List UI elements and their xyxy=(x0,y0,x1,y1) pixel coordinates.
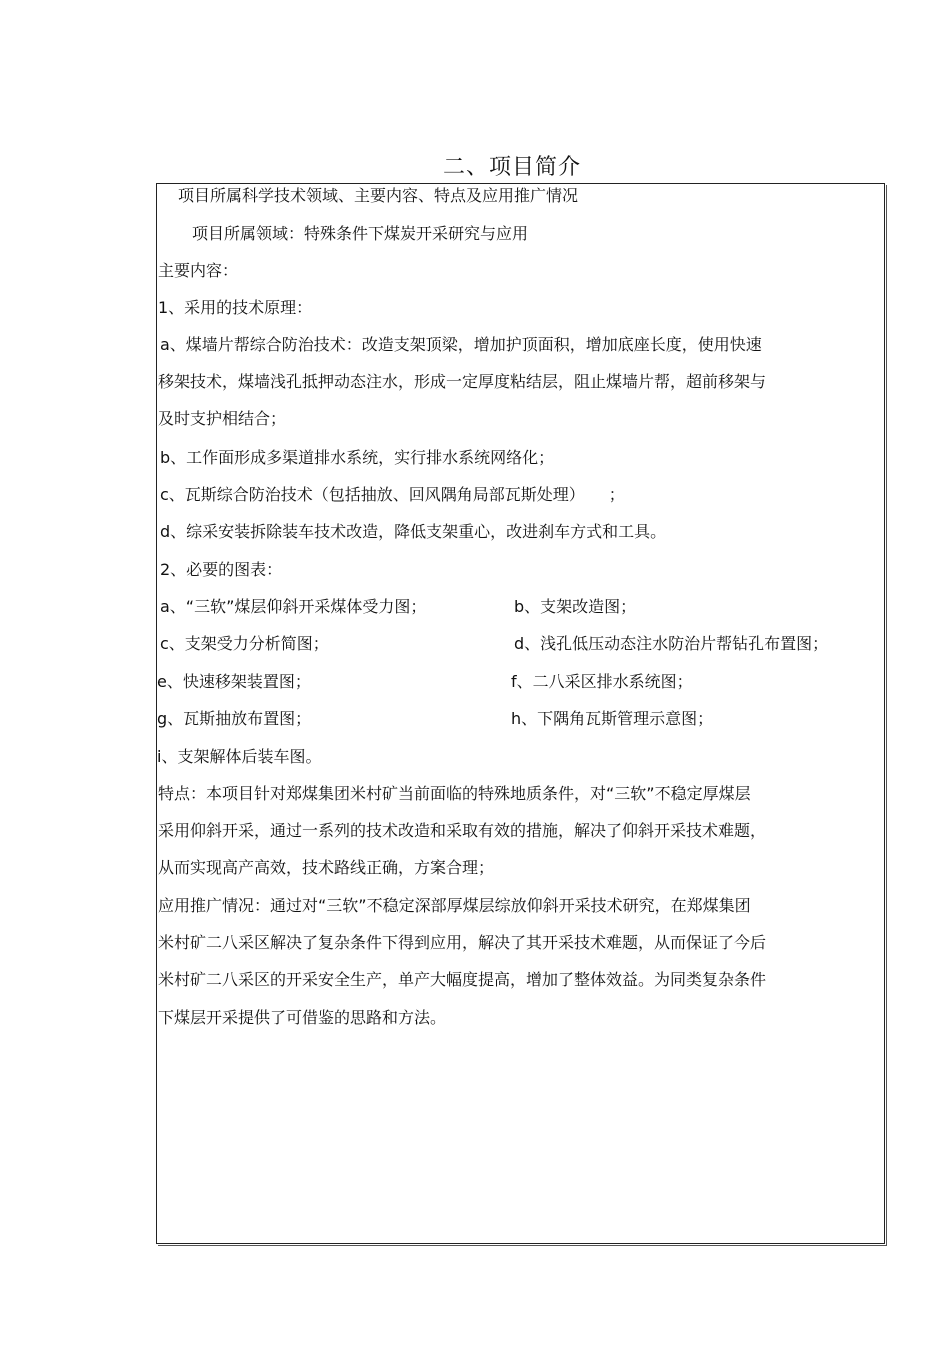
main-content-label: 主要内容： xyxy=(158,261,239,280)
features-line-3: 从而实现高产高效，技术路线正确，方案合理； xyxy=(158,858,495,877)
principle-a-line-3: 及时支护相结合； xyxy=(158,409,287,428)
chart-item-b: b、支架改造图； xyxy=(514,597,637,616)
application-line-4: 下煤层开采提供了可借鉴的思路和方法。 xyxy=(158,1008,447,1027)
principle-c: c、瓦斯综合防治技术（包括抽放、回风隅角局部瓦斯处理） ； xyxy=(160,485,625,504)
application-line-1: 应用推广情况：通过对“三软”不稳定深部厚煤层综放仰斜开采技术研究，在郑煤集团 xyxy=(158,896,751,915)
chart-item-h: h、下隅角瓦斯管理示意图； xyxy=(511,709,714,728)
chart-item-c: c、支架受力分析简图； xyxy=(160,634,329,653)
application-line-3: 米村矿二八采区的开采安全生产，单产大幅度提高，增加了整体效益。为同类复杂条件 xyxy=(158,970,767,989)
section-title: 二、项目简介 xyxy=(442,155,581,180)
principle-heading: 1、采用的技术原理： xyxy=(158,298,313,317)
principle-a-line-2: 移架技术，煤墙浅孔抵押动态注水，形成一定厚度粘结层，阻止煤墙片帮，超前移架与 xyxy=(158,372,767,391)
chart-item-i: i、支架解体后装车图。 xyxy=(157,747,322,766)
principle-b: b、工作面形成多渠道排水系统，实行排水系统网络化； xyxy=(160,448,555,467)
application-line-2: 米村矿二八采区解决了复杂条件下得到应用，解决了其开采技术难题，从而保证了今后 xyxy=(158,933,767,952)
chart-item-g: g、瓦斯抽放布置图； xyxy=(157,709,312,728)
principle-d: d、综采安装拆除装车技术改造，降低支架重心，改进刹车方式和工具。 xyxy=(160,522,667,541)
chart-item-d: d、浅孔低压动态注水防治片帮钻孔布置图； xyxy=(514,634,829,653)
field-line: 项目所属领域：特殊条件下煤炭开采研究与应用 xyxy=(192,224,529,243)
charts-heading: 2、必要的图表： xyxy=(160,560,283,579)
chart-item-e: e、快速移架装置图； xyxy=(157,672,311,691)
chart-item-a: a、“三软”煤层仰斜开采煤体受力图； xyxy=(160,597,427,616)
features-line-2: 采用仰斜开采，通过一系列的技术改造和采取有效的措施，解决了仰斜开采技术难题， xyxy=(158,821,767,840)
header-line: 项目所属科学技术领域、主要内容、特点及应用推广情况 xyxy=(178,186,579,205)
chart-item-f: f、二八采区排水系统图； xyxy=(511,672,693,691)
features-line-1: 特点：本项目针对郑煤集团米村矿当前面临的特殊地质条件，对“三软”不稳定厚煤层 xyxy=(158,784,751,803)
principle-a-line-1: a、煤墙片帮综合防治技术：改造支架顶梁，增加护顶面积，增加底座长度，使用快速 xyxy=(160,335,762,354)
